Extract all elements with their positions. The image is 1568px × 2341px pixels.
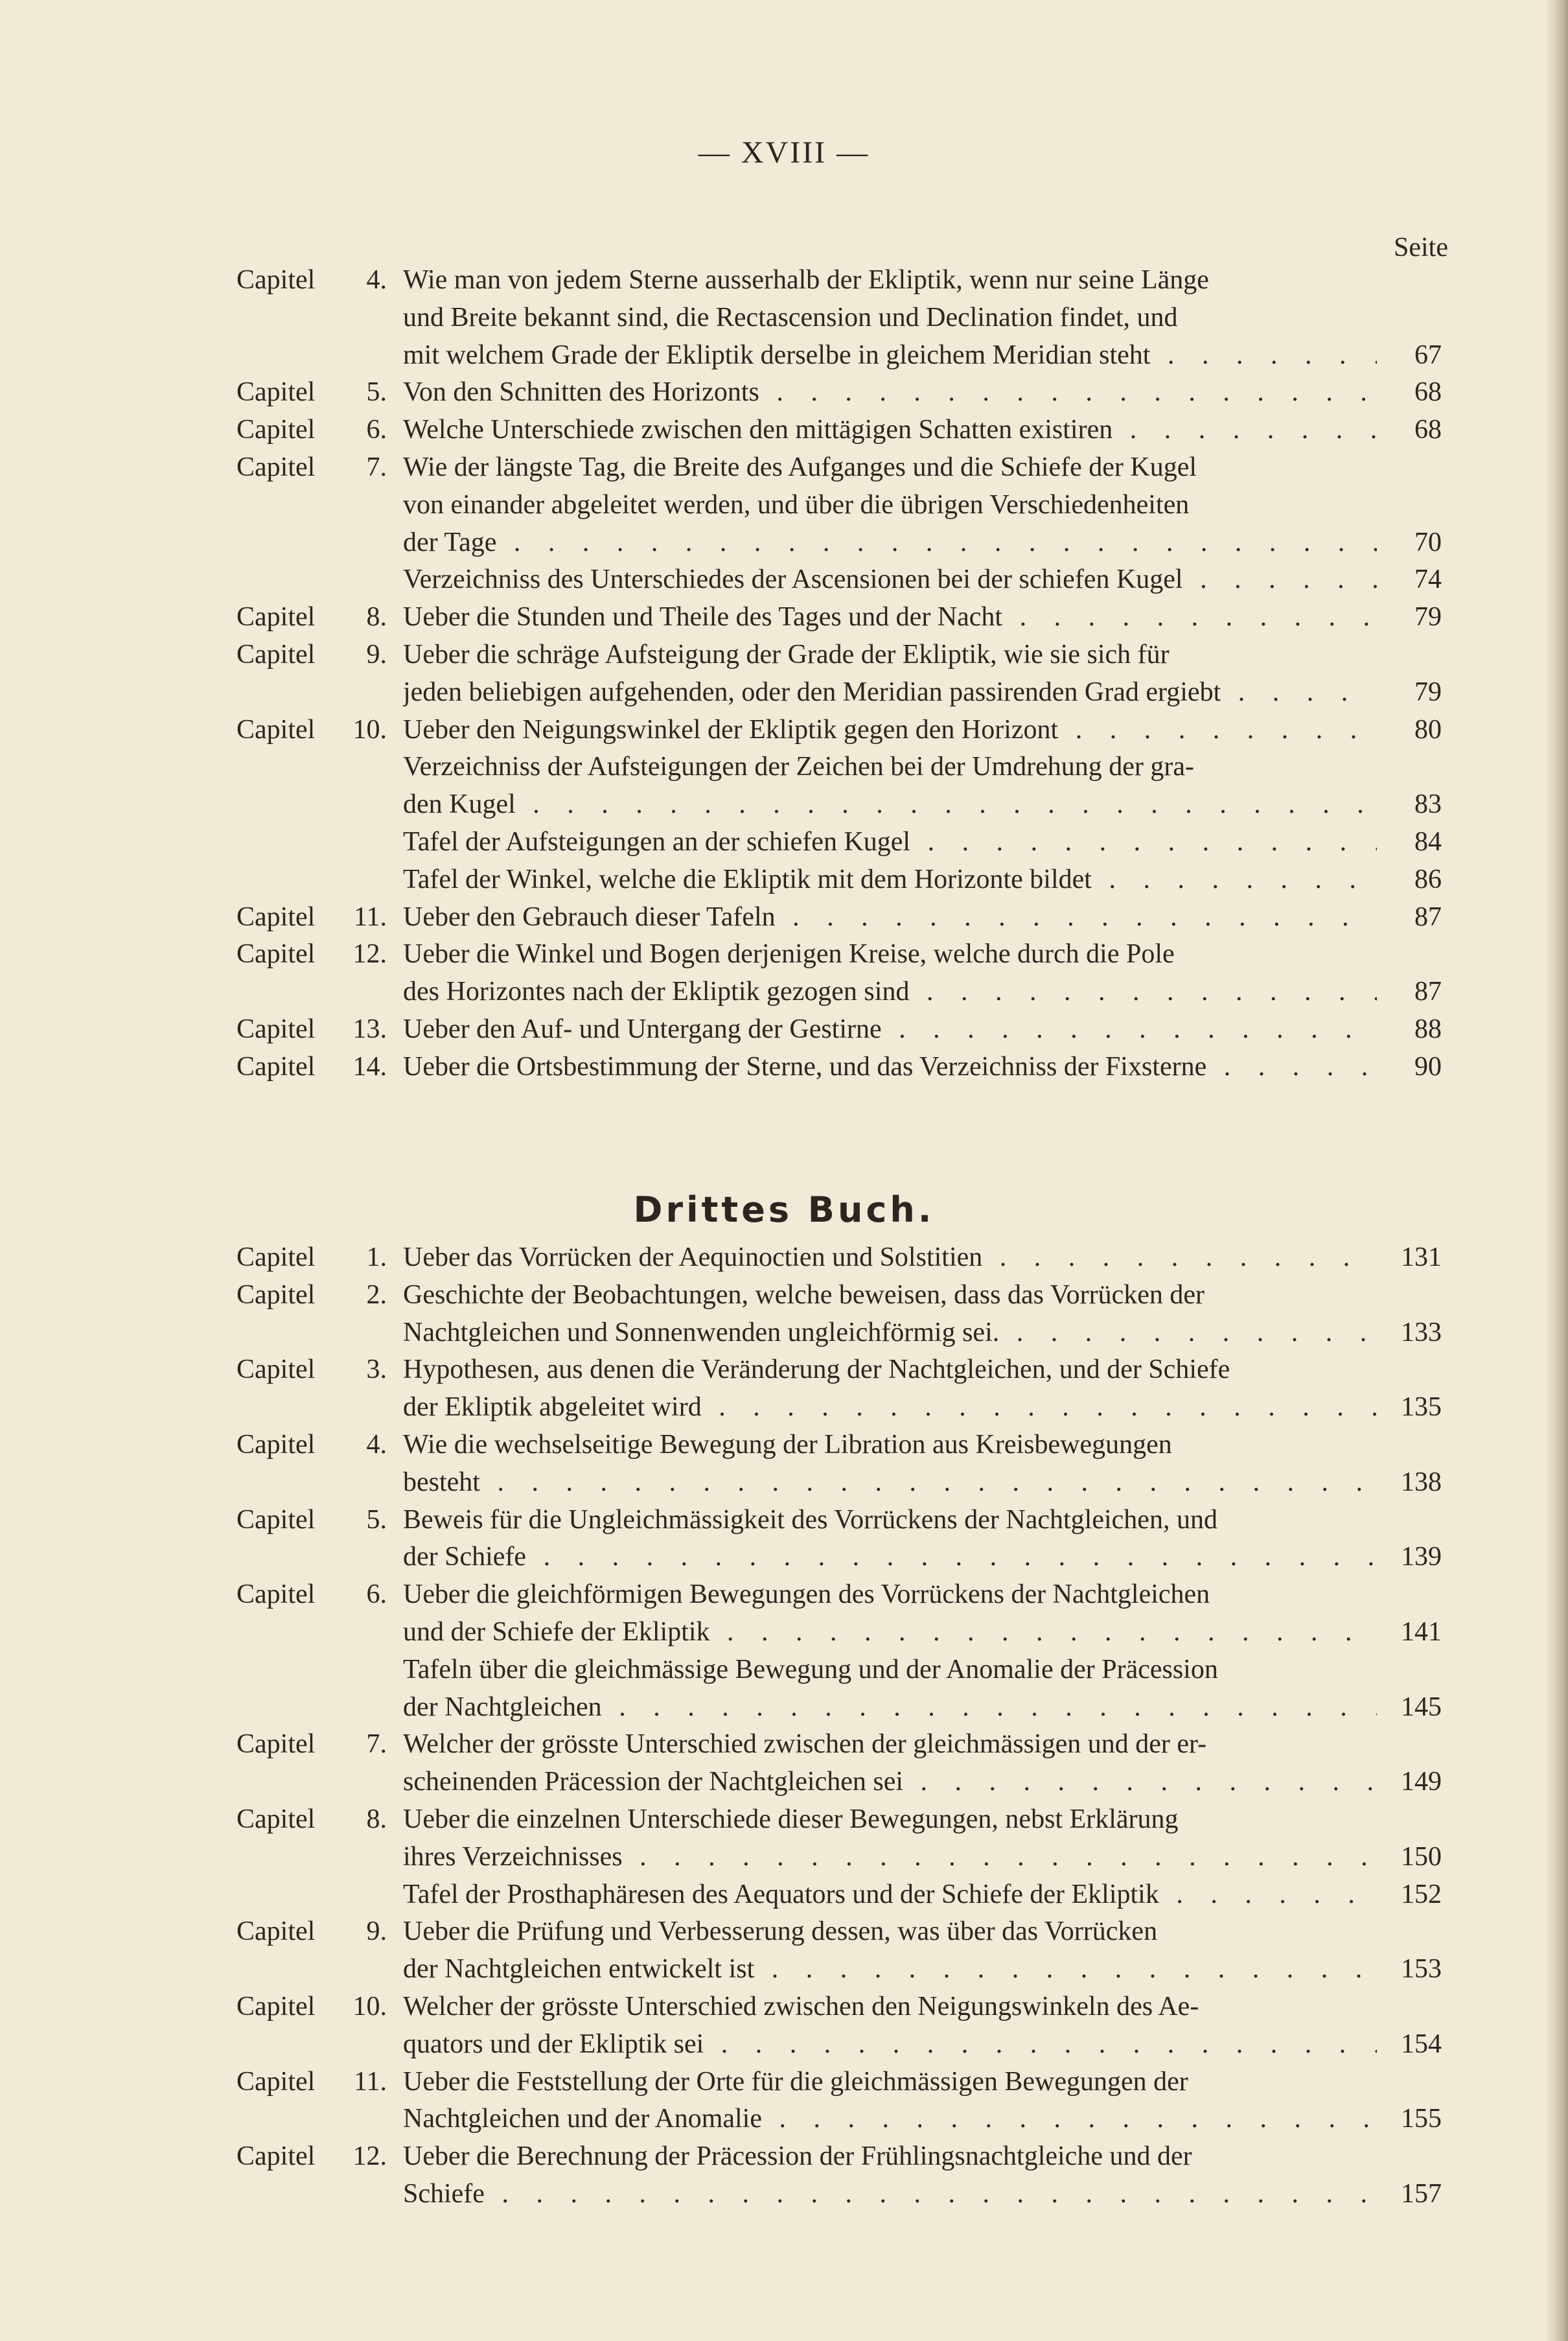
toc-row (236, 2026, 1442, 2064)
entry-page-number: 79 (1414, 677, 1442, 707)
entry-page-number: 141 (1401, 1616, 1442, 1647)
toc-row (236, 1314, 1442, 1352)
entry-title-line: und der Schiefe der Ekliptik . . . (403, 1614, 1377, 1651)
toc-row (236, 786, 1442, 824)
toc-row (236, 712, 1442, 749)
chapter-number: 5. (366, 377, 387, 408)
entry-page-number: 67 (1414, 340, 1442, 370)
entry-page-number: 139 (1401, 1542, 1442, 1572)
entry-title-line: Welche Unterschiede zwischen den mittägigen Schatten existiren . . . (403, 412, 1377, 449)
entry-title-line: des Horizontes nach der Ekliptik gezogen sind . . . (403, 973, 1377, 1011)
toc-row (236, 824, 1442, 861)
entry-title-line: Welcher der grösste Unterschied zwischen der gleichmässigen und der er- (403, 1729, 1207, 1760)
toc-row (236, 337, 1442, 375)
chapter-number: 5. (366, 1504, 387, 1535)
entry-title-line: Nachtgleichen und Sonnenwenden ungleichförmig sei. . . . (403, 1314, 1377, 1352)
entry-title-line: Geschichte der Beobachtungen, welche beweisen, dass das Vorrücken der (403, 1279, 1205, 1310)
entry-title-line: Ueber den Auf- und Untergang der Gestirne . . . (403, 1011, 1377, 1049)
chapter-number: 9. (366, 639, 387, 670)
toc-section-book-3 (236, 1239, 1442, 2213)
toc-row (236, 487, 1442, 524)
entry-title-line: Beweis für die Ungleichmässigkeit des Vorrückens der Nachtgleichen, und (403, 1504, 1217, 1535)
toc-row (236, 749, 1442, 786)
entry-title-line: Tafel der Prosthaphäresen des Aequators und der Schiefe der Ekliptik . . . (403, 1876, 1377, 1914)
entry-page-number: 149 (1401, 1767, 1442, 1797)
chapter-label: Capitel (236, 902, 316, 932)
entry-title-line: Ueber die gleichförmigen Bewegungen des Vorrückens der Nachtgleichen (403, 1579, 1210, 1610)
toc-row (236, 1011, 1442, 1049)
entry-page-number: 68 (1414, 415, 1442, 445)
chapter-number: 11. (354, 2066, 387, 2097)
chapter-number: 4. (366, 265, 387, 295)
toc-row (236, 1689, 1442, 1727)
toc-row (236, 899, 1442, 937)
toc-row (236, 1951, 1442, 1988)
chapter-label: Capitel (236, 1014, 316, 1044)
entry-page-number: 157 (1401, 2178, 1442, 2209)
entry-page-number: 131 (1401, 1242, 1442, 1272)
toc-row (236, 524, 1442, 562)
entry-page-number: 87 (1414, 902, 1442, 932)
entry-title-line: Wie man von jedem Sterne ausserhalb der Ekliptik, wenn nur seine Länge (403, 265, 1209, 295)
toc-row (236, 1726, 1442, 1764)
entry-title-line: Verzeichniss der Aufsteigungen der Zeichen bei der Umdrehung der gra- (403, 752, 1195, 782)
chapter-number: 4. (366, 1429, 387, 1460)
chapter-label: Capitel (236, 1991, 316, 2021)
book-heading: Drittes Buch. (633, 1189, 935, 1230)
entry-title-line: der Nachtgleichen entwickelt ist . . . (403, 1951, 1377, 1988)
entry-title-line: Ueber die Stunden und Theile des Tages und der Nacht . . . (403, 599, 1377, 636)
toc-row (236, 1502, 1442, 1539)
chapter-number: 12. (352, 2141, 387, 2172)
chapter-label: Capitel (236, 1355, 316, 1385)
toc-row (236, 2138, 1442, 2176)
toc-row (236, 1988, 1442, 2026)
entry-page-number: 90 (1414, 1051, 1442, 1082)
toc-row (236, 636, 1442, 674)
entry-title-line: Tafeln über die gleichmässige Bewegung und der Anomalie der Präcession (403, 1654, 1218, 1684)
toc-row (236, 412, 1442, 449)
toc-row (236, 374, 1442, 412)
chapter-label: Capitel (236, 1242, 316, 1272)
entry-title-line: Ueber die Berechnung der Präcession der Frühlingsnachtgleiche und der (403, 2141, 1192, 2172)
entry-title-line: Ueber den Gebrauch dieser Tafeln . . . (403, 899, 1377, 937)
chapter-label: Capitel (236, 452, 316, 482)
chapter-label: Capitel (236, 1916, 316, 1947)
toc-row (236, 1049, 1442, 1086)
chapter-number: 6. (366, 1579, 387, 1610)
entry-title-line: Ueber die einzelnen Unterschiede dieser Bewegungen, nebst Erklärung (403, 1804, 1179, 1834)
book-binding-edge (1546, 0, 1568, 2341)
chapter-label: Capitel (236, 939, 316, 970)
chapter-number: 1. (366, 1242, 387, 1272)
chapter-number: 7. (366, 452, 387, 482)
entry-title-line: der Schiefe . . . (403, 1539, 1377, 1576)
chapter-label: Capitel (236, 2066, 316, 2097)
chapter-number: 13. (352, 1014, 387, 1044)
chapter-number: 10. (352, 1991, 387, 2021)
chapter-label: Capitel (236, 1279, 316, 1310)
entry-title-line: der Nachtgleichen . . . (403, 1689, 1377, 1727)
entry-page-number: 145 (1401, 1692, 1442, 1722)
chapter-label: Capitel (236, 1504, 316, 1535)
chapter-number: 9. (366, 1916, 387, 1947)
entry-title-line: ihres Verzeichnisses . . . (403, 1839, 1377, 1876)
entry-page-number: 154 (1401, 2029, 1442, 2059)
chapter-number: 14. (352, 1051, 387, 1082)
entry-page-number: 87 (1414, 977, 1442, 1007)
entry-title-line: Ueber die Winkel und Bogen derjenigen Kreise, welche durch die Pole (403, 939, 1175, 970)
toc-section-book-2 (236, 262, 1442, 1086)
chapter-number: 12. (352, 939, 387, 970)
toc-row (236, 1539, 1442, 1576)
entry-page-number: 135 (1401, 1392, 1442, 1423)
entry-page-number: 152 (1401, 1879, 1442, 1909)
chapter-number: 6. (366, 415, 387, 445)
entry-title-line: Ueber die Ortsbestimmung der Sterne, und das Verzeichniss der Fixsterne . . . (403, 1049, 1377, 1086)
entry-title-line: Verzeichniss des Unterschiedes der Ascensionen bei der schiefen Kugel . . . (403, 561, 1377, 599)
page-number: — XVIII — (698, 135, 870, 170)
chapter-label: Capitel (236, 1429, 316, 1460)
chapter-number: 11. (354, 902, 387, 932)
entry-title-line: von einander abgeleitet werden, und über die übrigen Verschiedenheiten (403, 489, 1190, 520)
entry-title-line: und Breite bekannt sind, die Rectascension und Declination findet, und (403, 302, 1178, 332)
entry-page-number: 150 (1401, 1841, 1442, 1872)
toc-row (236, 1464, 1442, 1502)
page-column-heading: Seite (1394, 233, 1448, 262)
toc-row (236, 1839, 1442, 1876)
toc-row (236, 262, 1442, 299)
entry-title-line: scheinenden Präcession der Nachtgleichen sei . . . (403, 1764, 1377, 1801)
entry-page-number: 88 (1414, 1014, 1442, 1044)
chapter-label: Capitel (236, 1051, 316, 1082)
toc-row (236, 599, 1442, 636)
toc-row (236, 2064, 1442, 2101)
toc-row (236, 1651, 1442, 1689)
entry-page-number: 133 (1401, 1317, 1442, 1347)
chapter-label: Capitel (236, 1729, 316, 1760)
entry-title-line: jeden beliebigen aufgehenden, oder den Meridian passirenden Grad ergiebt . . . (403, 674, 1377, 712)
entry-page-number: 153 (1401, 1954, 1442, 1985)
entry-page-number: 155 (1401, 2104, 1442, 2134)
chapter-number: 2. (366, 1279, 387, 1310)
entry-page-number: 74 (1414, 565, 1442, 595)
toc-row (236, 1801, 1442, 1839)
entry-title-line: der Tage . . . (403, 524, 1377, 562)
entry-page-number: 79 (1414, 602, 1442, 633)
entry-page-number: 138 (1401, 1467, 1442, 1497)
entry-title-line: Ueber das Vorrücken der Aequinoctien und Solstitien . . . (403, 1239, 1377, 1277)
chapter-label: Capitel (236, 377, 316, 408)
toc-row (236, 1351, 1442, 1389)
entry-title-line: der Ekliptik abgeleitet wird . . . (403, 1389, 1377, 1427)
entry-title-line: Von den Schnitten des Horizonts . . . (403, 374, 1377, 412)
toc-row (236, 1277, 1442, 1314)
entry-title-line: Wie die wechselseitige Bewegung der Libration aus Kreisbewegungen (403, 1429, 1172, 1460)
chapter-label: Capitel (236, 639, 316, 670)
entry-page-number: 84 (1414, 826, 1442, 857)
entry-page-number: 86 (1414, 864, 1442, 894)
entry-page-number: 68 (1414, 377, 1442, 408)
entry-title-line: Ueber den Neigungswinkel der Ekliptik gegen den Horizont . . . (403, 712, 1377, 749)
entry-title-line: Nachtgleichen und der Anomalie . . . (403, 2101, 1377, 2138)
toc-row (236, 2176, 1442, 2213)
chapter-label: Capitel (236, 602, 316, 633)
entry-title-line: quators und der Ekliptik sei . . . (403, 2026, 1377, 2064)
entry-title-line: mit welchem Grade der Ekliptik derselbe in gleichem Meridian steht . . . (403, 337, 1377, 375)
chapter-number: 8. (366, 1804, 387, 1834)
entry-title-line: den Kugel . . . (403, 786, 1377, 824)
toc-row (236, 1239, 1442, 1277)
toc-row (236, 1389, 1442, 1427)
toc-row (236, 561, 1442, 599)
chapter-label: Capitel (236, 2141, 316, 2172)
toc-row (236, 1576, 1442, 1614)
entry-title-line: Tafel der Aufsteigungen an der schiefen Kugel . . . (403, 824, 1377, 861)
toc-row (236, 1427, 1442, 1464)
toc-row (236, 936, 1442, 973)
chapter-number: 8. (366, 602, 387, 633)
chapter-number: 3. (366, 1355, 387, 1385)
entry-title-line: Tafel der Winkel, welche die Ekliptik mit dem Horizonte bildet . . . (403, 861, 1377, 899)
chapter-number: 7. (366, 1729, 387, 1760)
toc-row (236, 1913, 1442, 1951)
entry-title-line: Schiefe . . . (403, 2176, 1377, 2213)
chapter-label: Capitel (236, 265, 316, 295)
entry-title-line: Ueber die Prüfung und Verbesserung dessen, was über das Vorrücken (403, 1916, 1158, 1947)
entry-title-line: Ueber die Feststellung der Orte für die gleichmässigen Bewegungen der (403, 2066, 1188, 2097)
entry-title-line: Hypothesen, aus denen die Veränderung der Nachtgleichen, und der Schiefe (403, 1355, 1230, 1385)
chapter-label: Capitel (236, 1579, 316, 1610)
entry-title-line: Wie der längste Tag, die Breite des Aufganges und die Schiefe der Kugel (403, 452, 1197, 482)
toc-row (236, 1876, 1442, 1914)
entry-page-number: 83 (1414, 789, 1442, 820)
toc-row (236, 861, 1442, 899)
toc-row (236, 1764, 1442, 1801)
entry-title-line: Ueber die schräge Aufsteigung der Grade der Ekliptik, wie sie sich für (403, 639, 1170, 670)
toc-row (236, 299, 1442, 337)
chapter-number: 10. (352, 714, 387, 745)
chapter-label: Capitel (236, 1804, 316, 1834)
toc-row (236, 1614, 1442, 1651)
toc-row (236, 973, 1442, 1011)
toc-row (236, 2101, 1442, 2138)
chapter-label: Capitel (236, 714, 316, 745)
entry-title-line: besteht . . . (403, 1464, 1377, 1502)
toc-row (236, 674, 1442, 712)
entry-page-number: 80 (1414, 714, 1442, 745)
chapter-label: Capitel (236, 415, 316, 445)
toc-row (236, 449, 1442, 487)
entry-title-line: Welcher der grösste Unterschied zwischen den Neigungswinkeln des Ae- (403, 1991, 1199, 2021)
entry-page-number: 70 (1414, 527, 1442, 557)
